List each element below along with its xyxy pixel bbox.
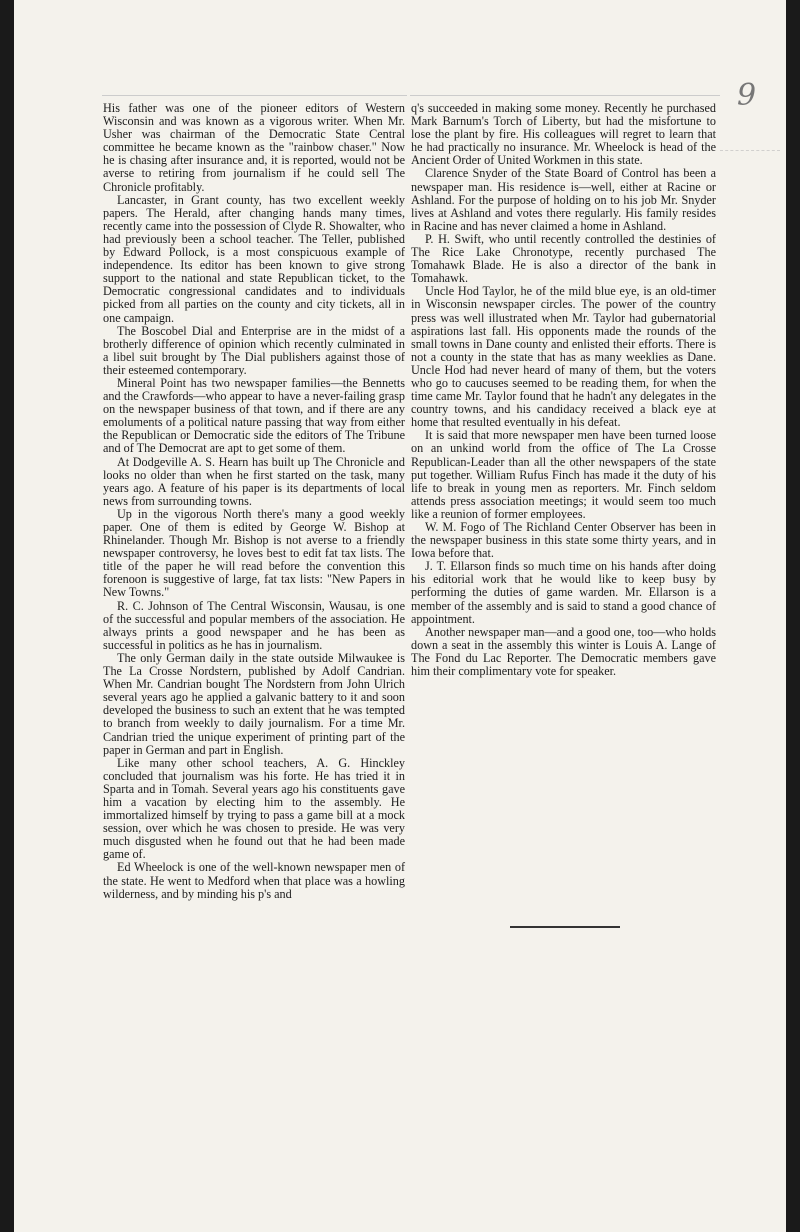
paragraph: J. T. Ellarson finds so much time on his hands after doing his editorial work that he would like to keep busy by performing the duties of game warden. Mr. Ellarson is a member of the assembly and is said to stand a good chance of appointment.	[411, 559, 716, 626]
paragraph: Ed Wheelock is one of the well-known newspaper men of the state. He went to Medford when that place was a howling wilderness, and by minding his p's and	[103, 860, 405, 901]
paragraph: W. M. Fogo of The Richland Center Observer has been in the newspaper business in this state some thirty years, and in Iowa before that.	[411, 520, 716, 561]
paragraph: Mineral Point has two newspaper families—the Bennetts and the Crawfords—who appear to have a never-failing grasp on the newspaper business of that town, and if there are any emoluments of a political nature passing that way from either the Republican or Democratic side the editors of The Tribune and of The Democrat are apt to get some of them.	[103, 375, 405, 456]
clipping-edge-left	[102, 95, 407, 96]
clipping-edge-right	[410, 95, 720, 96]
paragraph: q's succeeded in making some money. Recently he purchased Mark Barnum's Torch of Liberty, but had the misfortune to lose the plant by fire. His colleagues will regret to learn that he had practically no insurance. Mr. Wheelock is head of the Ancient Order of United Workmen in this state.	[411, 101, 716, 168]
paragraph: Another newspaper man—and a good one, too—who holds down a seat in the assembly this winter is Louis A. Lange of The Fond du Lac Reporter. The Democratic members gave him their complimentary vote for speaker.	[411, 624, 716, 679]
right-column	[411, 102, 716, 678]
paragraph: His father was one of the pioneer editors of Western Wisconsin and was known as a vigorous writer. When Mr. Usher was chairman of the Democratic State Central committee he became known as the "rainbow chaser." Now he is chasing after insurance and, it is reported, would not be averse to retiring from journalism if he could sell The Chronicle profitably.	[103, 101, 405, 194]
paragraph: It is said that more newspaper men have been turned loose on an unkind world from the office of The La Crosse Republican-Leader than all the other newspapers of the state put together. William Rufus Finch has made it the duty of his life to break in young men as reporters. Mr. Finch seldom attends press association meetings; it would seem too much like a reunion of former employees.	[411, 428, 716, 521]
paragraph: At Dodgeville A. S. Hearn has built up The Chronicle and looks no older than when he first started on the task, many years ago. A feature of his paper is its departments of local news from surrounding towns.	[103, 454, 405, 508]
paragraph: The Boscobel Dial and Enterprise are in the midst of a brotherly difference of opinion which recently culminated in a libel suit brought by The Dial publishers against those of their esteemed contemporary.	[103, 323, 405, 377]
paragraph: R. C. Johnson of The Central Wisconsin, Wausau, is one of the successful and popular members of the association. He always prints a good newspaper and he has been as successful in politics as he has in journalism.	[103, 598, 405, 652]
paragraph: Like many other school teachers, A. G. Hinckley concluded that journalism was his forte. He has tried it in Sparta and in Tomah. Several years ago his constituents gave him a vacation by electing him to the assembly. He immortalized himself by trying to pass a game bill at a mock session, over which he was chosen to preside. He was very much disgusted when he found out that he had been made game of.	[103, 755, 405, 862]
page-number: 9	[737, 78, 757, 113]
paragraph: Uncle Hod Taylor, he of the mild blue eye, is an old-timer in Wisconsin newspaper circles. The power of the country press was well illustrated when Mr. Taylor had gubernatorial aspirations last fall. His opponents made the rounds of the small towns in Dane county and enlisted their efforts. There is not a county in the state that has as many weeklies as Dane. Uncle Hod had never heard of many of them, but the voters who go to caucuses seemed to be reading them, for when the time came Mr. Taylor found that he hadn't any delegates in the country towns, and his candidacy received a black eye at home that resulted eventually in his defeat.	[411, 284, 716, 430]
paragraph: Lancaster, in Grant county, has two excellent weekly papers. The Herald, after changing hands many times, recently came into the possession of Clyde R. Showalter, who had previously been a school teacher. The Teller, published by Edward Pollock, is a most conspicuous example of independence. Its editor has been known to give strong support to the national and state Republican ticket, to the Democratic congressional candidates and to individuals picked from all parties on the county and city tickets, all in one campaign.	[103, 192, 405, 325]
paragraph: The only German daily in the state outside Milwaukee is The La Crosse Nordstern, published by Adolf Candrian. When Mr. Candrian bought The Nordstern from John Ulrich several years ago he applied a galvanic battery to it and soon developed the business to such an extent that he was tempted to branch from weekly to daily journalism. For a time Mr. Candrian tried the unique experiment of printing part of the paper in German and part in English.	[103, 650, 405, 757]
paragraph: Up in the vigorous North there's many a good weekly paper. One of them is edited by George W. Bishop at Rhinelander. Though Mr. Bishop is not averse to a friendly newspaper controversy, he loves best to edit fat tax lists. The title of the paper he will read before the convention this forenoon is suggestive of large, fat tax lists: "New Papers in New Towns."	[103, 506, 405, 600]
margin-mark	[720, 150, 780, 151]
paragraph: Clarence Snyder of the State Board of Control has been a newspaper man. His residence is—well, either at Racine or Ashland. For the purpose of holding on to his job Mr. Snyder lives at Ashland and votes there regularly. His family resides in Racine and has never claimed a home in Ashland.	[411, 166, 716, 233]
paragraph: P. H. Swift, who until recently controlled the destinies of The Rice Lake Chronotype, recently purchased The Tomahawk Blade. He is also a director of the bank in Tomahawk.	[411, 231, 716, 286]
left-column	[103, 102, 405, 901]
end-rule	[510, 926, 620, 928]
